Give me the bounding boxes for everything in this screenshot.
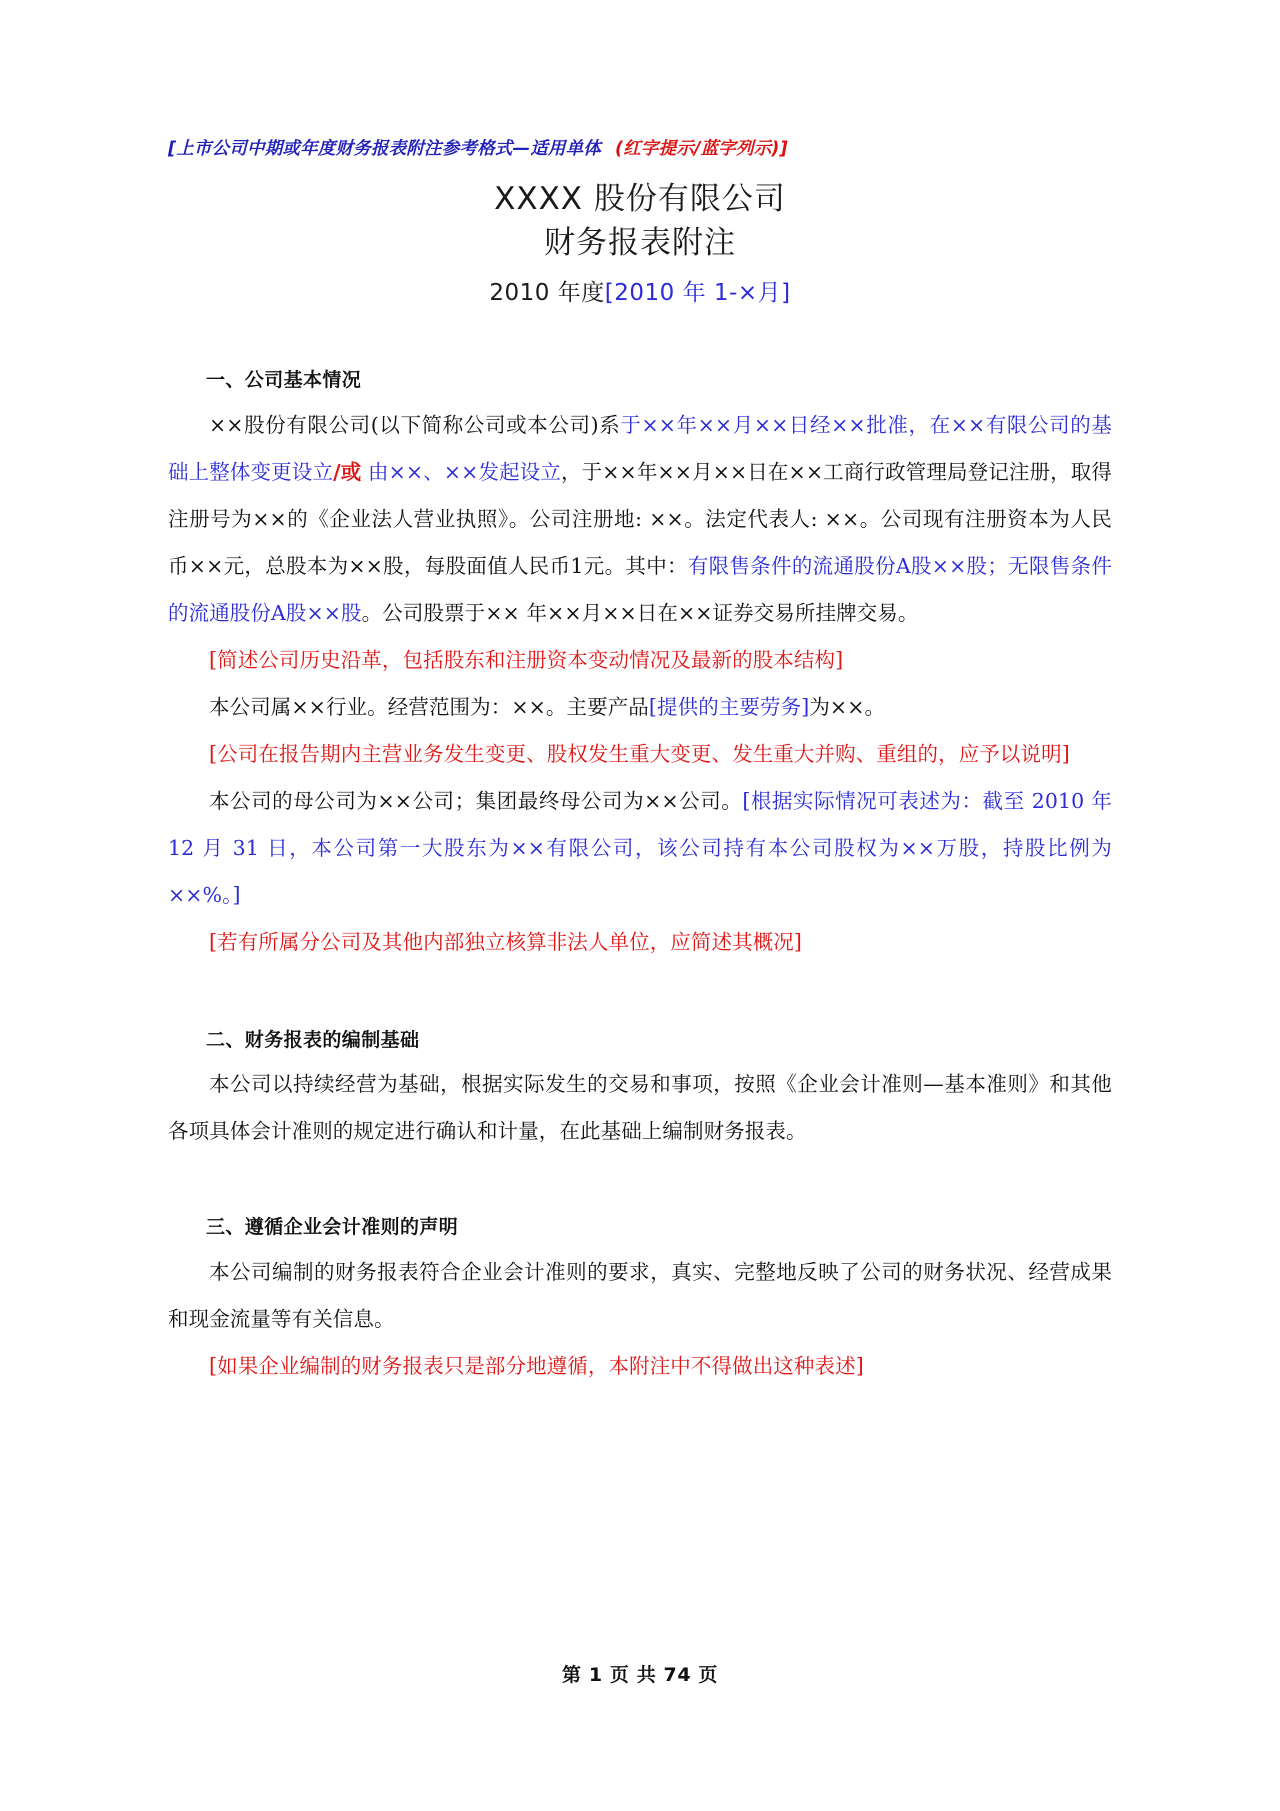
run-blue-2: 由××、××发起设立	[361, 459, 561, 484]
run-red: [若有所属分公司及其他内部独立核算非法人单位，应简述其概况]	[209, 929, 802, 954]
spacer-before-section-3	[168, 1155, 1112, 1213]
period-blue: [2010 年 1-×月]	[604, 279, 791, 306]
paragraph-business-change-hint	[168, 731, 1112, 778]
run-black: ××股份有限公司(以下简称公司或本公司)系	[209, 412, 621, 437]
run-blue: 于××年××月××日经××批准，在××有限公司的基础上整体变更设立	[168, 412, 1112, 484]
paragraph-history-hint	[168, 637, 1112, 684]
spacer-before-section-1	[168, 310, 1112, 366]
page-number-text: 第 1 页 共 74 页	[562, 1664, 718, 1686]
paragraph-partial-compliance-hint	[168, 1343, 1112, 1390]
header-note-red: (红字提示/蓝字列示)]	[615, 139, 788, 159]
run-red: [如果企业编制的财务报表只是部分地遵循，本附注中不得做出这种表述]	[209, 1353, 864, 1378]
reporting-period	[168, 276, 1112, 311]
page-content	[168, 0, 1112, 1390]
run-black-2: ，于××年××月××日在××工商行政管理局登记注册，取得注册号为××的《企业法人营业执照》。公司注册地: ××。法定代表人: ××。公司现有注册资本为人民币××元，总股本为××股，每股面值人民币1元。其中：	[168, 459, 1112, 578]
header-note-blue: [上市公司中期或年度财务报表附注参考格式—适用单体	[168, 139, 601, 159]
paragraph-compliance-statement	[168, 1249, 1112, 1343]
section-heading-1: 一、公司基本情况	[206, 369, 362, 392]
paragraph-industry-scope	[168, 684, 1112, 731]
section-heading-3: 三、遵循企业会计准则的声明	[206, 1216, 459, 1239]
paragraph-company-overview	[168, 402, 1112, 637]
run-blue: [根据实际情况可表述为：截至 2010 年 12 月 31 日，本公司第一大股东为××有限公司，该公司持有本公司股权为××万股，持股比例为××%。]	[168, 788, 1112, 907]
page-footer	[0, 1660, 1280, 1687]
document-header-note	[168, 138, 1112, 161]
paragraph-preparation-basis	[168, 1061, 1112, 1155]
run-blue-3: 有限售条件的流通股份A股××股；无限售条件的流通股份A股××股	[168, 553, 1112, 625]
run-black-2: 为××。	[809, 694, 886, 719]
run-blue: [提供的主要劳务]	[648, 694, 810, 719]
run-black: 本公司以持续经营为基础，根据实际发生的交易和事项，按照《企业会计准则—基本准则》和其他各项具体会计准则的规定进行确认和计量，在此基础上编制财务报表。	[168, 1072, 1112, 1144]
run-black: 本公司编制的财务报表符合企业会计准则的要求，真实、完整地反映了公司的财务状况、经营成果和现金流量等有关信息。	[168, 1259, 1112, 1331]
run-black: 本公司属××行业。经营范围为：××。主要产品	[209, 694, 649, 719]
run-black: 本公司的母公司为××公司；集团最终母公司为××公司。	[209, 788, 743, 813]
paragraph-branches-hint	[168, 919, 1112, 966]
run-black-3: 。公司股票于×× 年××月××日在××证券交易所挂牌交易。	[361, 600, 919, 625]
company-name-title: XXXX 股份有限公司	[494, 180, 786, 217]
paragraph-parent-company	[168, 778, 1112, 919]
run-red: [简述公司历史沿革，包括股东和注册资本变动情况及最新的股本结构]	[209, 647, 844, 672]
spacer-before-section-2	[168, 966, 1112, 1026]
section-heading-2: 二、财务报表的编制基础	[206, 1028, 420, 1051]
title-block	[168, 177, 1112, 311]
period-black: 2010 年度	[489, 279, 605, 306]
run-red-alt: /或	[333, 459, 362, 484]
document-title: 财务报表附注	[544, 224, 736, 261]
run-red: [公司在报告期内主营业务发生变更、股权发生重大变更、发生重大并购、重组的，应予以说明]	[209, 741, 1070, 766]
